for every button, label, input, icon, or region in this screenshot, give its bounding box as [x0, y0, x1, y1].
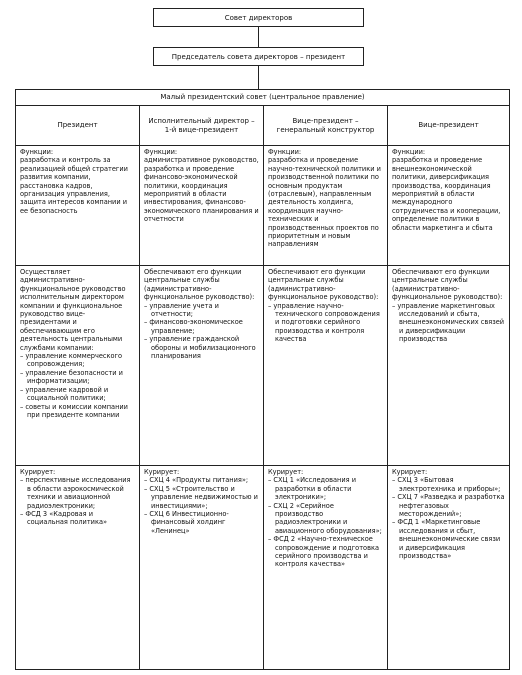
functions-cell: [140, 146, 263, 266]
list-item: – управление маркетинговых исследований и сбыта, внешнеэкономических связей и диверсификации производства: [392, 302, 505, 344]
column-president: [16, 106, 140, 669]
services-text: Обеспечивают его функции центральные службы (административно-функциональное руководство):: [144, 268, 255, 302]
list-item: – ФСД 3 «Кадровая и социальная политика»: [20, 510, 135, 527]
services-list: [20, 352, 135, 419]
list-item: – ФСД 1 «Маркетинговые исследования и сбыт, внешнеэкономические связи и диверсификация производства»: [392, 518, 505, 560]
council-title: Малый президентский совет (центральное правление): [16, 90, 509, 106]
list-item: – СХЦ 1 «Исследования и разработки в области электроники»;: [268, 476, 383, 501]
services-text: Осуществляет административно-функциональное руководство исполнительным директором компании и функциональное руководство вице-президентами и обеспечивающим его деятельность центральными службами компании:: [20, 268, 126, 352]
curates-cell: [388, 466, 509, 669]
curates-list: [20, 476, 135, 526]
services-text: Обеспечивают его функции центральные службы (административно-функциональное руководство):: [268, 268, 379, 302]
list-item: – советы и комиссии компании при президенте компании: [20, 403, 135, 420]
functions-cell: [16, 146, 139, 266]
list-item: – СХЦ 3 «Бытовая электротехника и приборы»;: [392, 476, 505, 493]
list-item: – СХЦ 4 «Продукты питания»;: [144, 476, 259, 484]
curates-cell: [16, 466, 139, 669]
functions-label: Функции:: [144, 148, 178, 156]
curates-label: Курирует:: [144, 468, 180, 476]
column-title: Вице-президент – генеральный конструктор: [264, 106, 387, 146]
services-cell: [264, 266, 387, 466]
list-item: – управление безопасности и информатизации;: [20, 369, 135, 386]
list-item: – финансово-экономическое управление;: [144, 318, 259, 335]
board-of-directors-box: [153, 8, 364, 27]
column-title: Исполнительный директор – 1-й вице-президент: [140, 106, 263, 146]
services-list: [392, 302, 505, 344]
curates-label: Курирует:: [392, 468, 428, 476]
column-executive-director: [140, 106, 264, 669]
column-general-designer: [264, 106, 388, 669]
list-item: – управление кадровой и социальной политики;: [20, 386, 135, 403]
functions-cell: [264, 146, 387, 266]
functions-label: Функции:: [392, 148, 426, 156]
list-item: – управление коммерческого сопровождения;: [20, 352, 135, 369]
list-item: – СХЦ 5 «Строительство и управление недвижимостью и инвестициями»;: [144, 485, 259, 510]
list-item: – СХЦ 6 Инвестиционно-финансовый холдинг «Ленинец»: [144, 510, 259, 535]
curates-list: [268, 476, 383, 568]
board-of-directors-label: Совет директоров: [224, 13, 293, 22]
curates-label: Курирует:: [268, 468, 304, 476]
list-item: – ФСД 2 «Научно-техническое сопровождение и подготовка серийного производства и контроля качества»: [268, 535, 383, 569]
functions-text: административное руководство, разработка и проведение финансово-экономической политики, координация мероприятий в области инвестирования, финансово-экономического планирования и отчетности: [144, 156, 259, 224]
chairman-president-box: [153, 47, 364, 66]
services-cell: [388, 266, 509, 466]
column-title: Вице-президент: [388, 106, 509, 146]
connector-board-chair: [258, 27, 259, 47]
services-list: [144, 302, 259, 361]
list-item: – СХЦ 7 «Разведка и разработка нефтегазовых месторождений»;: [392, 493, 505, 518]
list-item: – перспективные исследования в области аэрокосмической техники и авиационной радиоэлектроники;: [20, 476, 135, 510]
curates-cell: [264, 466, 387, 669]
connector-chair-council: [258, 66, 259, 89]
services-list: [268, 302, 383, 344]
curates-cell: [140, 466, 263, 669]
functions-label: Функции:: [268, 148, 302, 156]
services-text: Обеспечивают его функции центральные службы (административно-функциональное руководство):: [392, 268, 503, 302]
functions-text: разработка и проведение внешнеэкономической политики, диверсификация производства, координация мероприятий в области международного сотрудничества и кооперации, определение политики в области маркетинга и сбыта: [392, 156, 501, 232]
curates-label: Курирует:: [20, 468, 56, 476]
presidential-council-table: [15, 89, 510, 670]
list-item: – управление учета и отчетности;: [144, 302, 259, 319]
list-item: – СХЦ 2 «Серийное производство радиоэлектроники и авиационного оборудования»;: [268, 502, 383, 536]
list-item: – управление гражданской обороны и мобилизационного планирования: [144, 335, 259, 360]
functions-text: разработка и проведение научно-технической политики и производственной политики по основным продуктам (отраслевым), направленным деятельность холдинга, координация научно-технических и производственных проектов по приоритетным и новым направлениям: [268, 156, 381, 249]
chairman-president-label: Председатель совета директоров – президент: [171, 52, 346, 61]
functions-cell: [388, 146, 509, 266]
list-item: – управление научно-технического сопровождения и подготовки серийного производства и контроля качества: [268, 302, 383, 344]
services-cell: [16, 266, 139, 466]
column-title: Президент: [16, 106, 139, 146]
services-cell: [140, 266, 263, 466]
curates-list: [144, 476, 259, 535]
column-vice-president: [388, 106, 509, 669]
curates-list: [392, 476, 505, 560]
functions-text: разработка и контроль за реализацией общей стратегии развития компании, расстановка кадров, организация управления, защита интересов компании и ее безопасность: [20, 156, 128, 215]
functions-label: Функции:: [20, 148, 54, 156]
